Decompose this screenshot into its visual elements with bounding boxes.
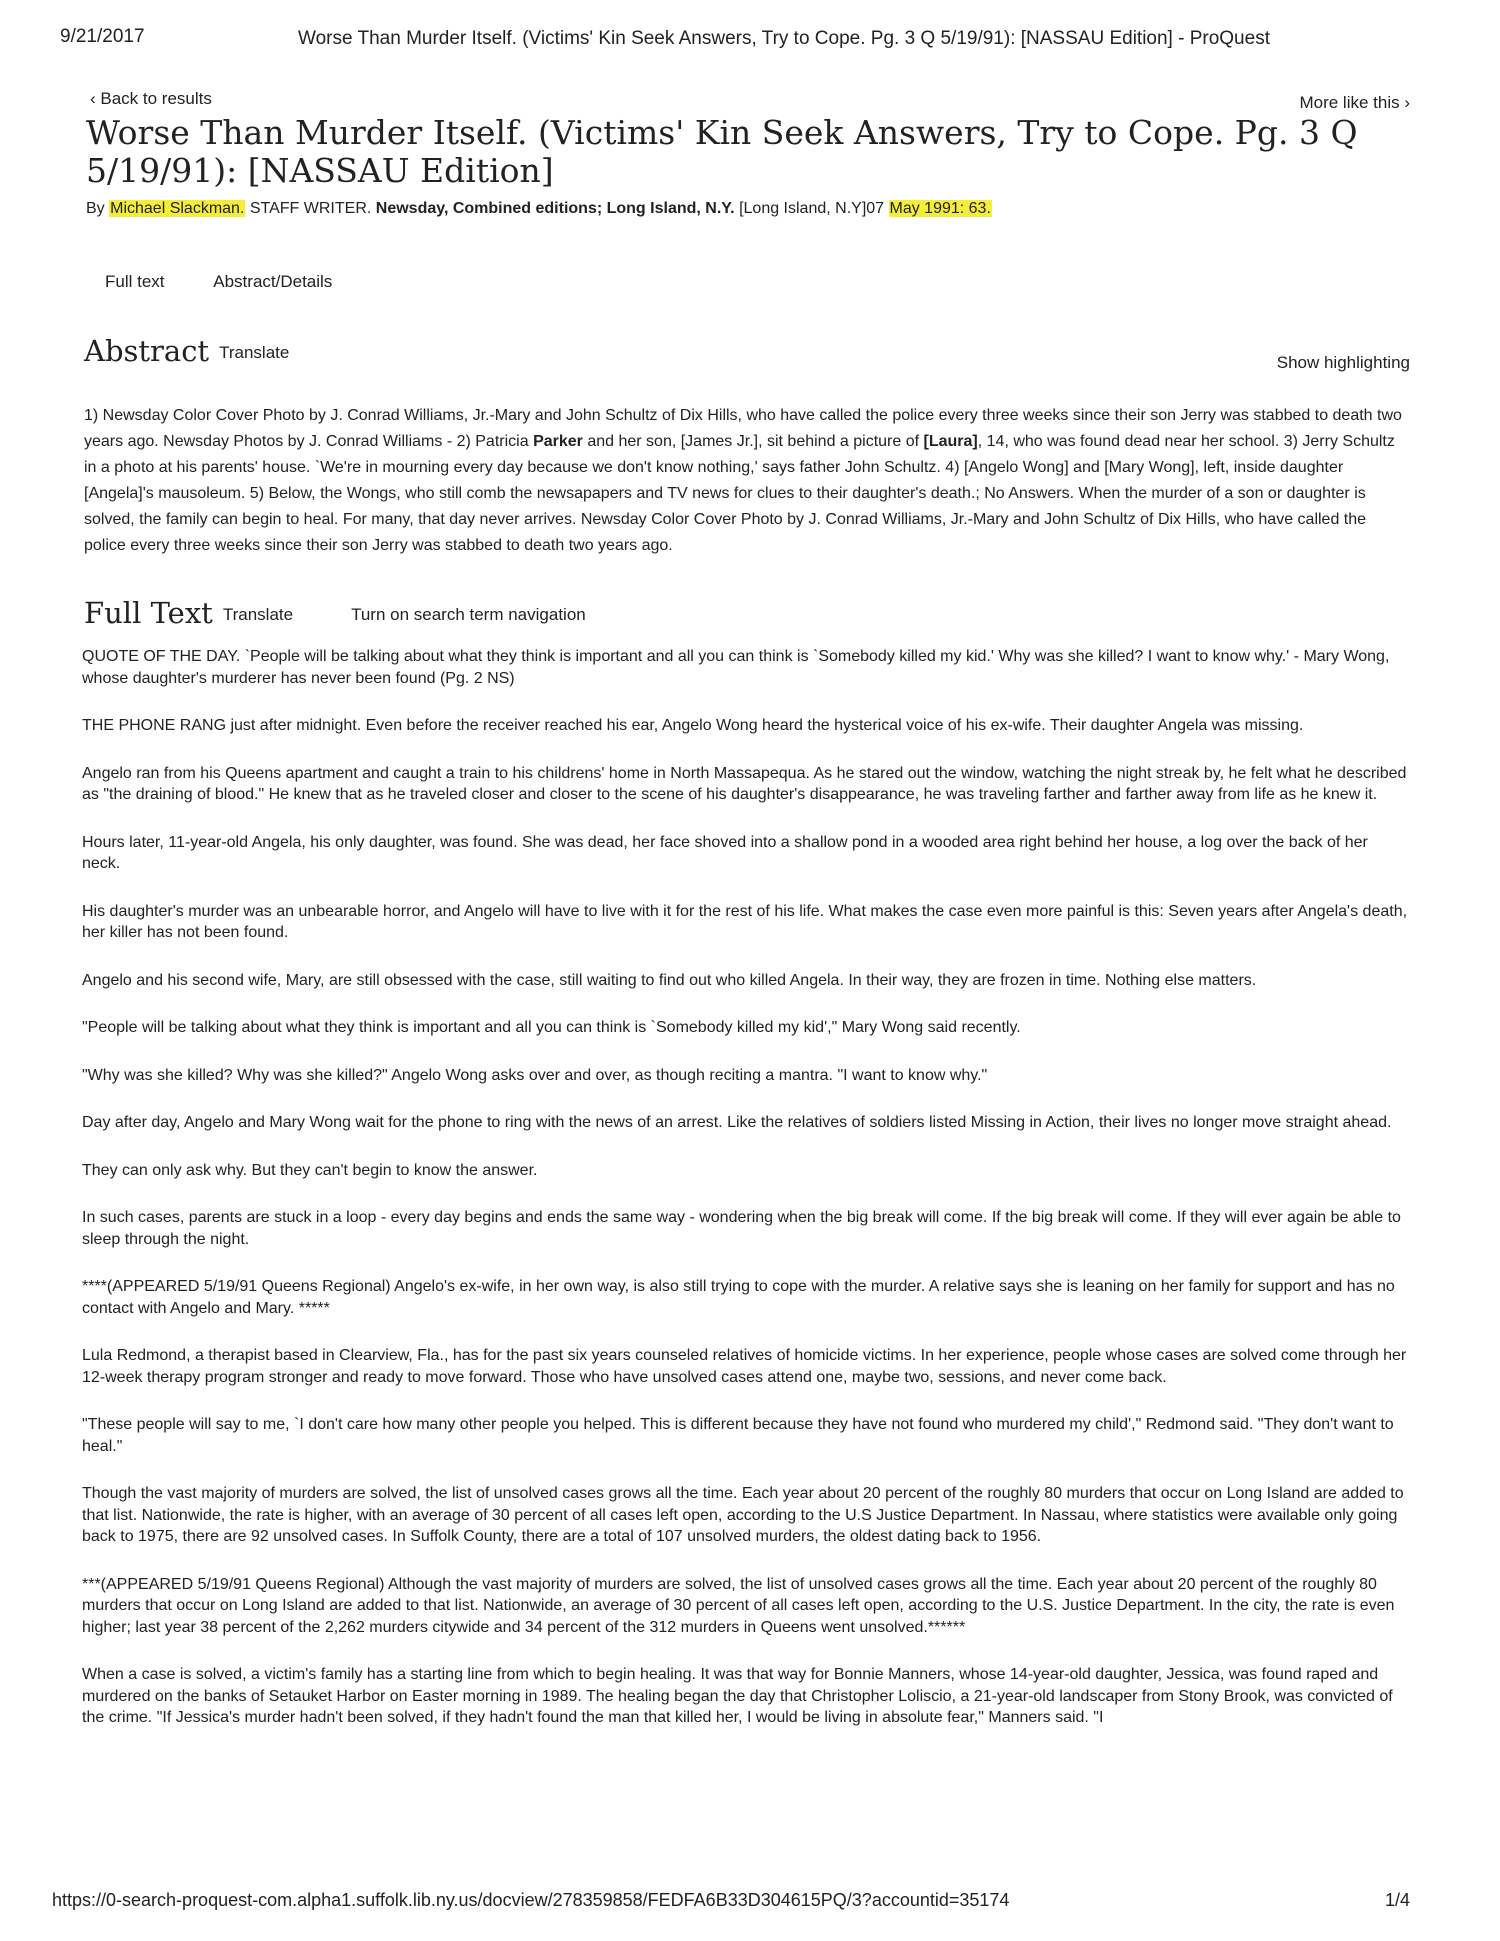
byline-date: May 1991: 63.: [889, 200, 991, 217]
tab-abstract-details[interactable]: Abstract/Details: [213, 272, 333, 291]
fulltext-paragraph: ****(APPEARED 5/19/91 Queens Regional) Angelo's ex-wife, in her own way, is also still trying to cope with the murder. A relative says she is leaning on her family for support and has no contact with Angelo and Mary. *****: [82, 1278, 1395, 1317]
fulltext-paragraph: QUOTE OF THE DAY. `People will be talking about what they think is important and all you can think is `Somebody killed my kid.' Why was she killed? I want to know why.' - Mary Wong, whose daughter's murderer has never been found (Pg. 2 NS): [82, 648, 1390, 687]
print-header: [0, 0, 1500, 60]
byline-by: By: [86, 200, 110, 217]
fulltext-paragraph: Hours later, 11-year-old Angela, his only daughter, was found. She was dead, her face shoved into a shallow pond in a wooded area right behind her house, a log over the back of her neck.: [82, 833, 1368, 872]
abstract-translate-link[interactable]: Translate: [219, 343, 290, 362]
byline: [86, 200, 992, 218]
fulltext-heading: [84, 596, 586, 630]
fulltext-paragraph: His daughter's murder was an unbearable horror, and Angelo will have to live with it for the rest of his life. What makes the case even more painful is this: Seven years after Angela's death, her killer has not been found.: [82, 902, 1408, 941]
byline-publication: Newsday, Combined editions; Long Island, N.Y.: [375, 200, 735, 217]
fulltext-paragraph: ***(APPEARED 5/19/91 Queens Regional) Although the vast majority of murders are solved, the list of unsolved cases grows all the time. Each year about 20 percent of the roughly 80 murders that occur on Long Island are added to that list. Nationwide, an average of 30 percent of all cases left open, according to the U.S. Justice Department. In the city, the rate is even higher; last year 38 percent of the 2,262 murders citywide and 34 percent of the 312 murders in Queens went unsolved.******: [82, 1575, 1395, 1636]
abstract-bold-parker: Parker: [533, 433, 583, 450]
abstract-part-1: 1) Newsday Color Cover Photo by J. Conrad Williams, Jr.-Mary and John Schultz of Dix Hills, who have called the police every three weeks since their son Jerry was stabbed to death two years ago. Newsday Photos by J. Conrad Williams - 2) Patricia: [84, 407, 1402, 450]
search-term-navigation-link[interactable]: Turn on search term navigation: [351, 605, 586, 624]
document-tabs: [105, 272, 376, 292]
fulltext-paragraph: Angelo and his second wife, Mary, are still obsessed with the case, still waiting to find out who killed Angela. In their way, they are frozen in time. Nothing else matters.: [82, 971, 1257, 989]
fulltext-paragraph: When a case is solved, a victim's family has a starting line from which to begin healing. It was that way for Bonnie Manners, whose 14-year-old daughter, Jessica, was found raped and murdered on the banks of Setauket Harbor on Easter morning in 1989. The healing began the day that Christopher Loliscio, a 21-year-old landscaper from Stony Brook, was convicted of the crime. "If Jessica's murder hadn't been solved, if they hadn't found the man that killed her, I would be living in absolute fear," Manners said. "I: [82, 1666, 1393, 1726]
fulltext-paragraph: THE PHONE RANG just after midnight. Even before the receiver reached his ear, Angelo Wong heard the hysterical voice of his ex-wife. Their daughter Angela was missing.: [82, 717, 1304, 734]
abstract-heading-text: Abstract: [84, 334, 210, 368]
abstract-part-3: , 14, who was found dead near her school. 3) Jerry Schultz in a photo at his parents' house. `We're in mourning every day because we don't know nothing,' says father John Schultz. 4) [Angelo Wong] and [Mary Wong], left, inside daughter [Angela]'s mausoleum. 5) Below, the Wongs, who still comb the newsapapers and TV news for clues to their daughter's death.; No Answers. When the murder of a son or daughter is solved, the family can begin to heal. For many, that day never arrives. Newsday Color Cover Photo by J. Conrad Williams, Jr.-Mary and John Schultz of Dix Hills, who have called the police every three weeks since their son Jerry was stabbed to death two years ago.: [84, 433, 1395, 554]
fulltext-paragraph: In such cases, parents are stuck in a loop - every day begins and ends the same way - wondering when the big break will come. If the big break will come. If they will ever again be able to sleep through the night.: [82, 1209, 1401, 1248]
abstract-bold-laura: [Laura]: [923, 433, 978, 450]
abstract-heading: [84, 334, 289, 368]
print-footer-url: https://0-search-proquest-com.alpha1.suffolk.lib.ny.us/docview/278359858/FEDFA6B33D304615PQ/3?accountid=35174: [52, 1890, 1010, 1910]
byline-role: STAFF WRITER.: [245, 200, 376, 217]
fulltext-paragraph: Lula Redmond, a therapist based in Clearview, Fla., has for the past six years counseled relatives of homicide victims. In her experience, people whose cases are solved come through her 12-week therapy program stronger and ready to move forward. Those who have unsolved cases attend one, maybe two, sessions, and never come back.: [82, 1347, 1407, 1386]
byline-author: Michael Slackman.: [110, 200, 245, 217]
back-to-results-link[interactable]: ‹ Back to results: [90, 89, 212, 108]
fulltext-body: [82, 646, 1408, 1755]
print-title: Worse Than Murder Itself. (Victims' Kin Seek Answers, Try to Cope. Pg. 3 Q 5/19/91): [NASSAU Edition] - ProQuest: [298, 28, 1270, 49]
fulltext-translate-link[interactable]: Translate: [222, 605, 294, 624]
document-title: Worse Than Murder Itself. (Victims' Kin Seek Answers, Try to Cope. Pg. 3 Q 5/19/91): [NASSAU Edition]: [86, 113, 1358, 190]
abstract-text: [84, 403, 1406, 559]
more-like-this-link[interactable]: More like this ›: [1299, 93, 1410, 112]
fulltext-paragraph: They can only ask why. But they can't begin to know the answer.: [82, 1161, 538, 1179]
fulltext-paragraph: "These people will say to me, `I don't care how many other people you helped. This is different because they have not found who murdered my child'," Redmond said. "They don't want to heal.": [82, 1416, 1394, 1455]
byline-place: [Long Island, N.Y]07: [734, 200, 889, 217]
fulltext-paragraph: Angelo ran from his Queens apartment and caught a train to his childrens' home in North Massapequa. As he stared out the window, watching the night streak by, he felt what he described as "the draining of blood." He knew that as he traveled closer and closer to the scene of his daughter's disappearance, he was traveling farther and farther away from life as he knew it.: [82, 764, 1407, 803]
abstract-part-2: and her son, [James Jr.], sit behind a picture of: [582, 433, 924, 450]
print-date: 9/21/2017: [60, 26, 145, 47]
tab-full-text[interactable]: Full text: [105, 272, 165, 291]
print-footer-page: 1/4: [1384, 1890, 1410, 1910]
fulltext-paragraph: "People will be talking about what they think is important and all you can think is `Somebody killed my kid'," Mary Wong said recently.: [82, 1019, 1021, 1036]
show-highlighting-link[interactable]: Show highlighting: [1276, 353, 1410, 372]
fulltext-heading-text: Full Text: [84, 596, 213, 630]
fulltext-paragraph: Day after day, Angelo and Mary Wong wait for the phone to ring with the news of an arrest. Like the relatives of soldiers listed Missing in Action, their lives no longer move straight ahead.: [82, 1114, 1392, 1131]
fulltext-paragraph: Though the vast majority of murders are solved, the list of unsolved cases grows all the time. Each year about 20 percent of the roughly 80 murders that occur on Long Island are added to that list. Nationwide, the rate is higher, with an average of 30 percent of all cases left open, according to the U.S Justice Department. In Nassau, where statistics were available only going back to 1975, there are 92 unsolved cases. In Suffolk County, there are a total of 107 unsolved murders, the oldest dating back to 1956.: [82, 1485, 1404, 1545]
fulltext-paragraph: "Why was she killed? Why was she killed?" Angelo Wong asks over and over, as though reciting a mantra. "I want to know why.": [82, 1066, 988, 1084]
